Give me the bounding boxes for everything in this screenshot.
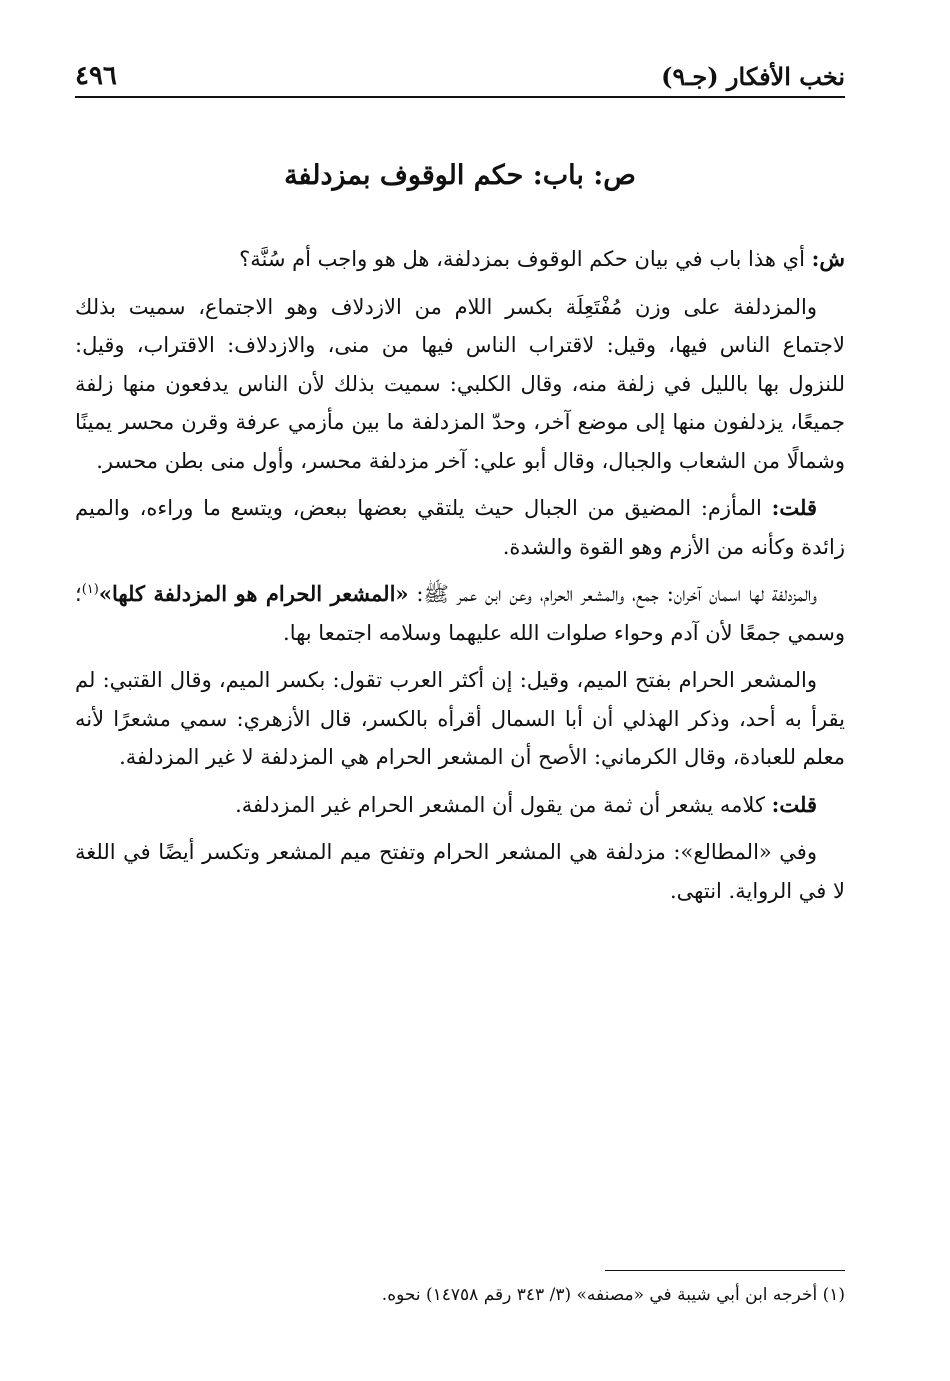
paragraph-4 [75, 575, 845, 652]
paragraph-text: والمشعر الحرام بفتح الميم، وقيل: إن أكثر العرب تقول: بكسر الميم، وقال القتبي: لم يقرأ به أحد، وذكر الهذلي أن أبا السمال أقرأه بالكسر، قال الأزهري: سمي مشعرًا لأنه معلم للعبادة، وقال الكرماني: الأصح أن المشعر الحرام هي المزدلفة لا غير المزدلفة. [75, 668, 845, 769]
paragraph-1 [75, 240, 845, 279]
body-text [75, 240, 845, 919]
paragraph-text: أي هذا باب في بيان حكم الوقوف بمزدلفة، هل هو واجب أم سُنَّة؟ [239, 247, 812, 271]
paragraph-6 [75, 786, 845, 825]
paragraph-text: والمزدلفة على وزن مُفْتَعِلَة بكسر اللام من الازدلاف وهو الاجتماع، سميت بذلك لاجتماع الناس فيها، وقيل: لاقتراب الناس فيها من منى، والازدلاف: الاقتراب، وقيل: للنزول بها بالليل في زلفة منه، وقال الكلبي: سميت بذلك لأن الناس يدفعون منها زلفة جميعًا، يزدلفون منها إلى موضع آخر، وحدّ المزدلفة ما بين مأزمي عرفة وقرن محسر يمينًا وشمالًا من الشعاب والجبال، وقال أبو علي: آخر مزدلفة محسر، وأول منى بطن محسر. [75, 294, 845, 473]
hadith-quote: «المشعر الحرام هو المزدلفة كلها» [98, 581, 409, 606]
paragraph-text: وفي «المطالع»: مزدلفة هي المشعر الحرام وتفتح ميم المشعر وتكسر أيضًا في اللغة لا في الرواية. انتهى. [75, 840, 845, 903]
footnote-divider [605, 1270, 845, 1271]
paragraph-tail: ؛ وسمي جمعًا لأن آدم وحواء صلوات الله عليهما وسلامه اجتمعا بها. [75, 582, 845, 645]
paragraph-7 [75, 833, 845, 910]
footnote-marker[interactable]: (١) [81, 582, 99, 597]
paragraph-lead: قلت: [771, 791, 817, 817]
page-number: ٤٩٦ [75, 61, 117, 91]
chapter-title: ص: باب: حكم الوقوف بمزدلفة [284, 160, 636, 191]
paragraph-text: كلامه يشعر أن ثمة من يقول أن المشعر الحرام غير المزدلفة. [235, 792, 772, 817]
paragraph-text: المأزم: المضيق من الجبال حيث يلتقي بعضها ببعض، ويتسع ما وراءه، والميم زائدة وكأنه من الأزم وهو القوة والشدة. [75, 496, 845, 559]
book-title: نخب الأفكار (جـ٩) [661, 61, 845, 91]
footnote: (١) أخرجه ابن أبي شيبة في «مصنفه» (٣/ ٣٤٣ رقم ١٤٧٥٨) نحوه. [381, 1285, 845, 1305]
paragraph-text: والمزدلفة لها اسمان آخران: جمع، والمشعر الحرام، وعن ابن عمر ﷺ: [408, 582, 817, 606]
paragraph-3 [75, 489, 845, 566]
paragraph-lead: قلت: [771, 495, 817, 520]
paragraph-lead: ش: [811, 246, 845, 271]
paragraph-2 [75, 288, 845, 481]
paragraph-5 [75, 661, 845, 777]
page-header [75, 56, 845, 98]
